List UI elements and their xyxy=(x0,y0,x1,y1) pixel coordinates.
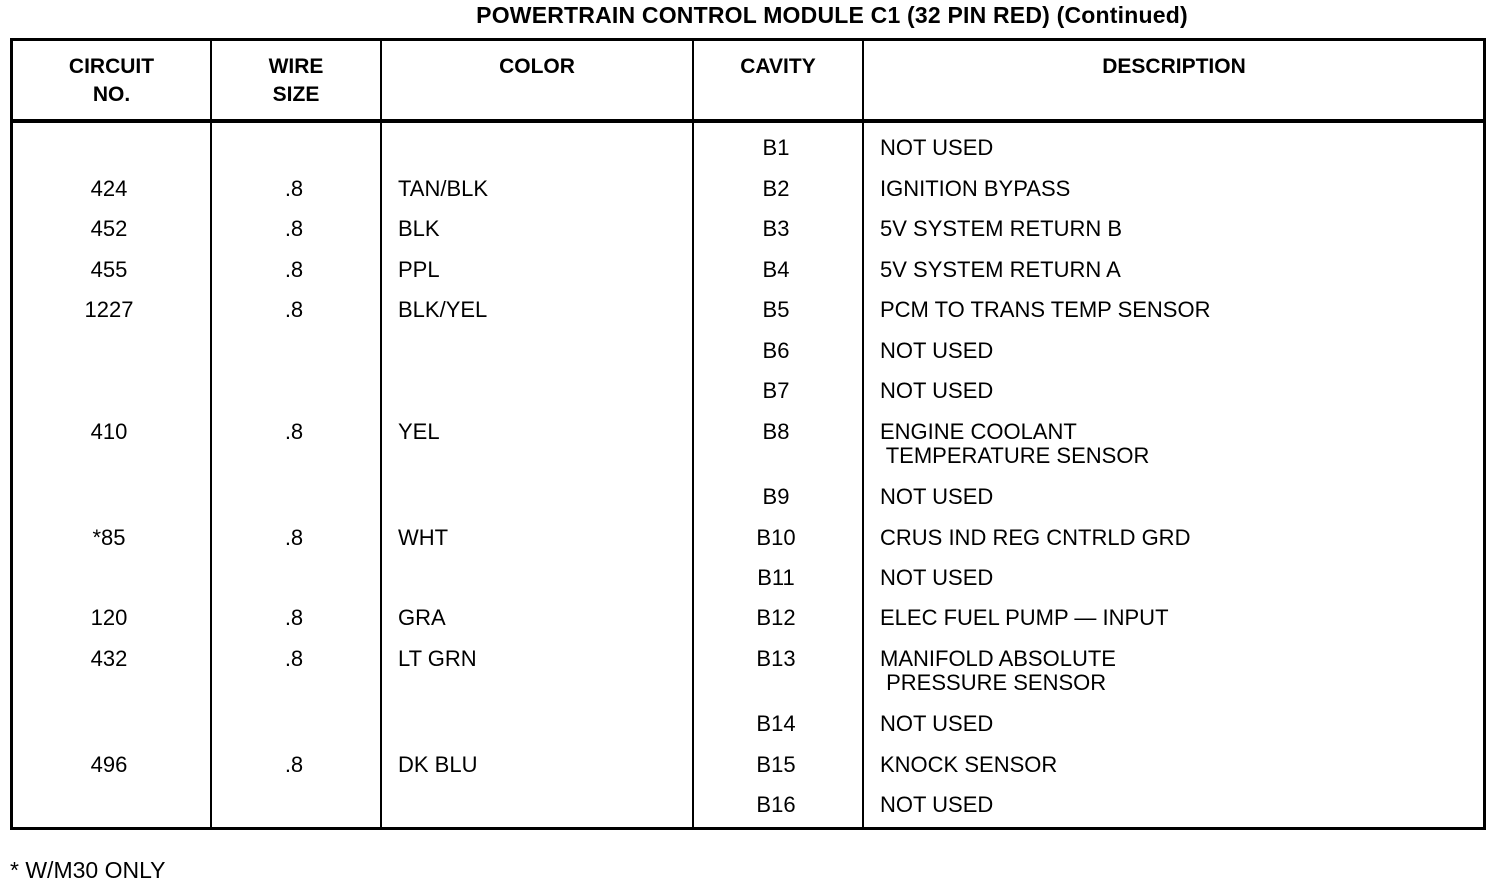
description-cell: 5V SYSTEM RETURN B xyxy=(880,216,1123,241)
wire-size-cell: .8 xyxy=(284,646,304,671)
cavity-cell: B6 xyxy=(762,338,790,363)
cavity-cell: B16 xyxy=(756,792,796,817)
description-cell: IGNITION BYPASS xyxy=(880,176,1071,201)
cavity-cell: B5 xyxy=(762,297,790,322)
cavity-cell: B13 xyxy=(756,646,796,671)
header-color: COLOR xyxy=(499,55,575,78)
description-cell: MANIFOLD ABSOLUTE PRESSURE SENSOR xyxy=(880,646,1116,695)
cavity-cell: B2 xyxy=(762,176,790,201)
circuit-cell: 424 xyxy=(90,176,128,201)
cavity-cell: B9 xyxy=(762,484,790,509)
column-divider xyxy=(380,41,382,827)
cavity-cell: B12 xyxy=(756,605,796,630)
description-cell: NOT USED xyxy=(880,711,994,736)
cavity-cell: B15 xyxy=(756,752,796,777)
cavity-cell: B14 xyxy=(756,711,796,736)
description-cell: KNOCK SENSOR xyxy=(880,752,1058,777)
color-cell: BLK/YEL xyxy=(398,297,488,322)
circuit-cell: 120 xyxy=(90,605,128,630)
wire-size-cell: .8 xyxy=(284,257,304,282)
wire-size-cell: .8 xyxy=(284,216,304,241)
page-title: POWERTRAIN CONTROL MODULE C1 (32 PIN RED) (Continued) xyxy=(476,2,1188,28)
header-circuit-no: CIRCUIT NO. xyxy=(68,55,155,106)
description-cell: NOT USED xyxy=(880,135,994,160)
wire-size-cell: .8 xyxy=(284,419,304,444)
wire-size-cell: .8 xyxy=(284,752,304,777)
column-divider xyxy=(862,41,864,827)
cavity-cell: B11 xyxy=(757,565,795,590)
footnote: * W/M30 ONLY xyxy=(10,857,166,883)
header-description: DESCRIPTION xyxy=(1102,55,1246,78)
circuit-cell: 452 xyxy=(90,216,128,241)
description-cell: NOT USED xyxy=(880,338,994,363)
circuit-cell: 410 xyxy=(90,419,128,444)
description-cell: NOT USED xyxy=(880,378,994,403)
color-cell: WHT xyxy=(398,525,449,550)
description-cell: ELEC FUEL PUMP — INPUT xyxy=(880,605,1169,630)
wire-size-cell: .8 xyxy=(284,297,304,322)
description-cell: 5V SYSTEM RETURN A xyxy=(880,257,1121,282)
color-cell: PPL xyxy=(398,257,440,282)
cavity-cell: B3 xyxy=(762,216,790,241)
color-cell: YEL xyxy=(398,419,440,444)
circuit-cell: 455 xyxy=(90,257,128,282)
circuit-cell: 1227 xyxy=(84,297,134,322)
color-cell: TAN/BLK xyxy=(398,176,489,201)
description-cell: PCM TO TRANS TEMP SENSOR xyxy=(880,297,1211,322)
circuit-cell: *85 xyxy=(92,525,126,550)
wire-size-cell: .8 xyxy=(284,605,304,630)
cavity-cell: B1 xyxy=(762,135,790,160)
color-cell: LT GRN xyxy=(398,646,477,671)
cavity-cell: B8 xyxy=(762,419,790,444)
wire-size-cell: .8 xyxy=(284,525,304,550)
description-cell: NOT USED xyxy=(880,484,994,509)
cavity-cell: B4 xyxy=(762,257,790,282)
description-cell: CRUS IND REG CNTRLD GRD xyxy=(880,525,1191,550)
color-cell: BLK xyxy=(398,216,440,241)
header-cavity: CAVITY xyxy=(740,55,816,78)
circuit-cell: 496 xyxy=(90,752,128,777)
cavity-cell: B10 xyxy=(756,525,796,550)
circuit-cell: 432 xyxy=(90,646,128,671)
color-cell: DK BLU xyxy=(398,752,478,777)
wire-size-cell: .8 xyxy=(284,176,304,201)
header-wire-size: WIRE SIZE xyxy=(268,55,324,106)
color-cell: GRA xyxy=(398,605,446,630)
header-divider xyxy=(13,119,1483,123)
cavity-cell: B7 xyxy=(762,378,790,403)
description-cell: NOT USED xyxy=(880,792,994,817)
description-cell: ENGINE COOLANT TEMPERATURE SENSOR xyxy=(880,419,1150,468)
description-cell: NOT USED xyxy=(880,565,994,590)
